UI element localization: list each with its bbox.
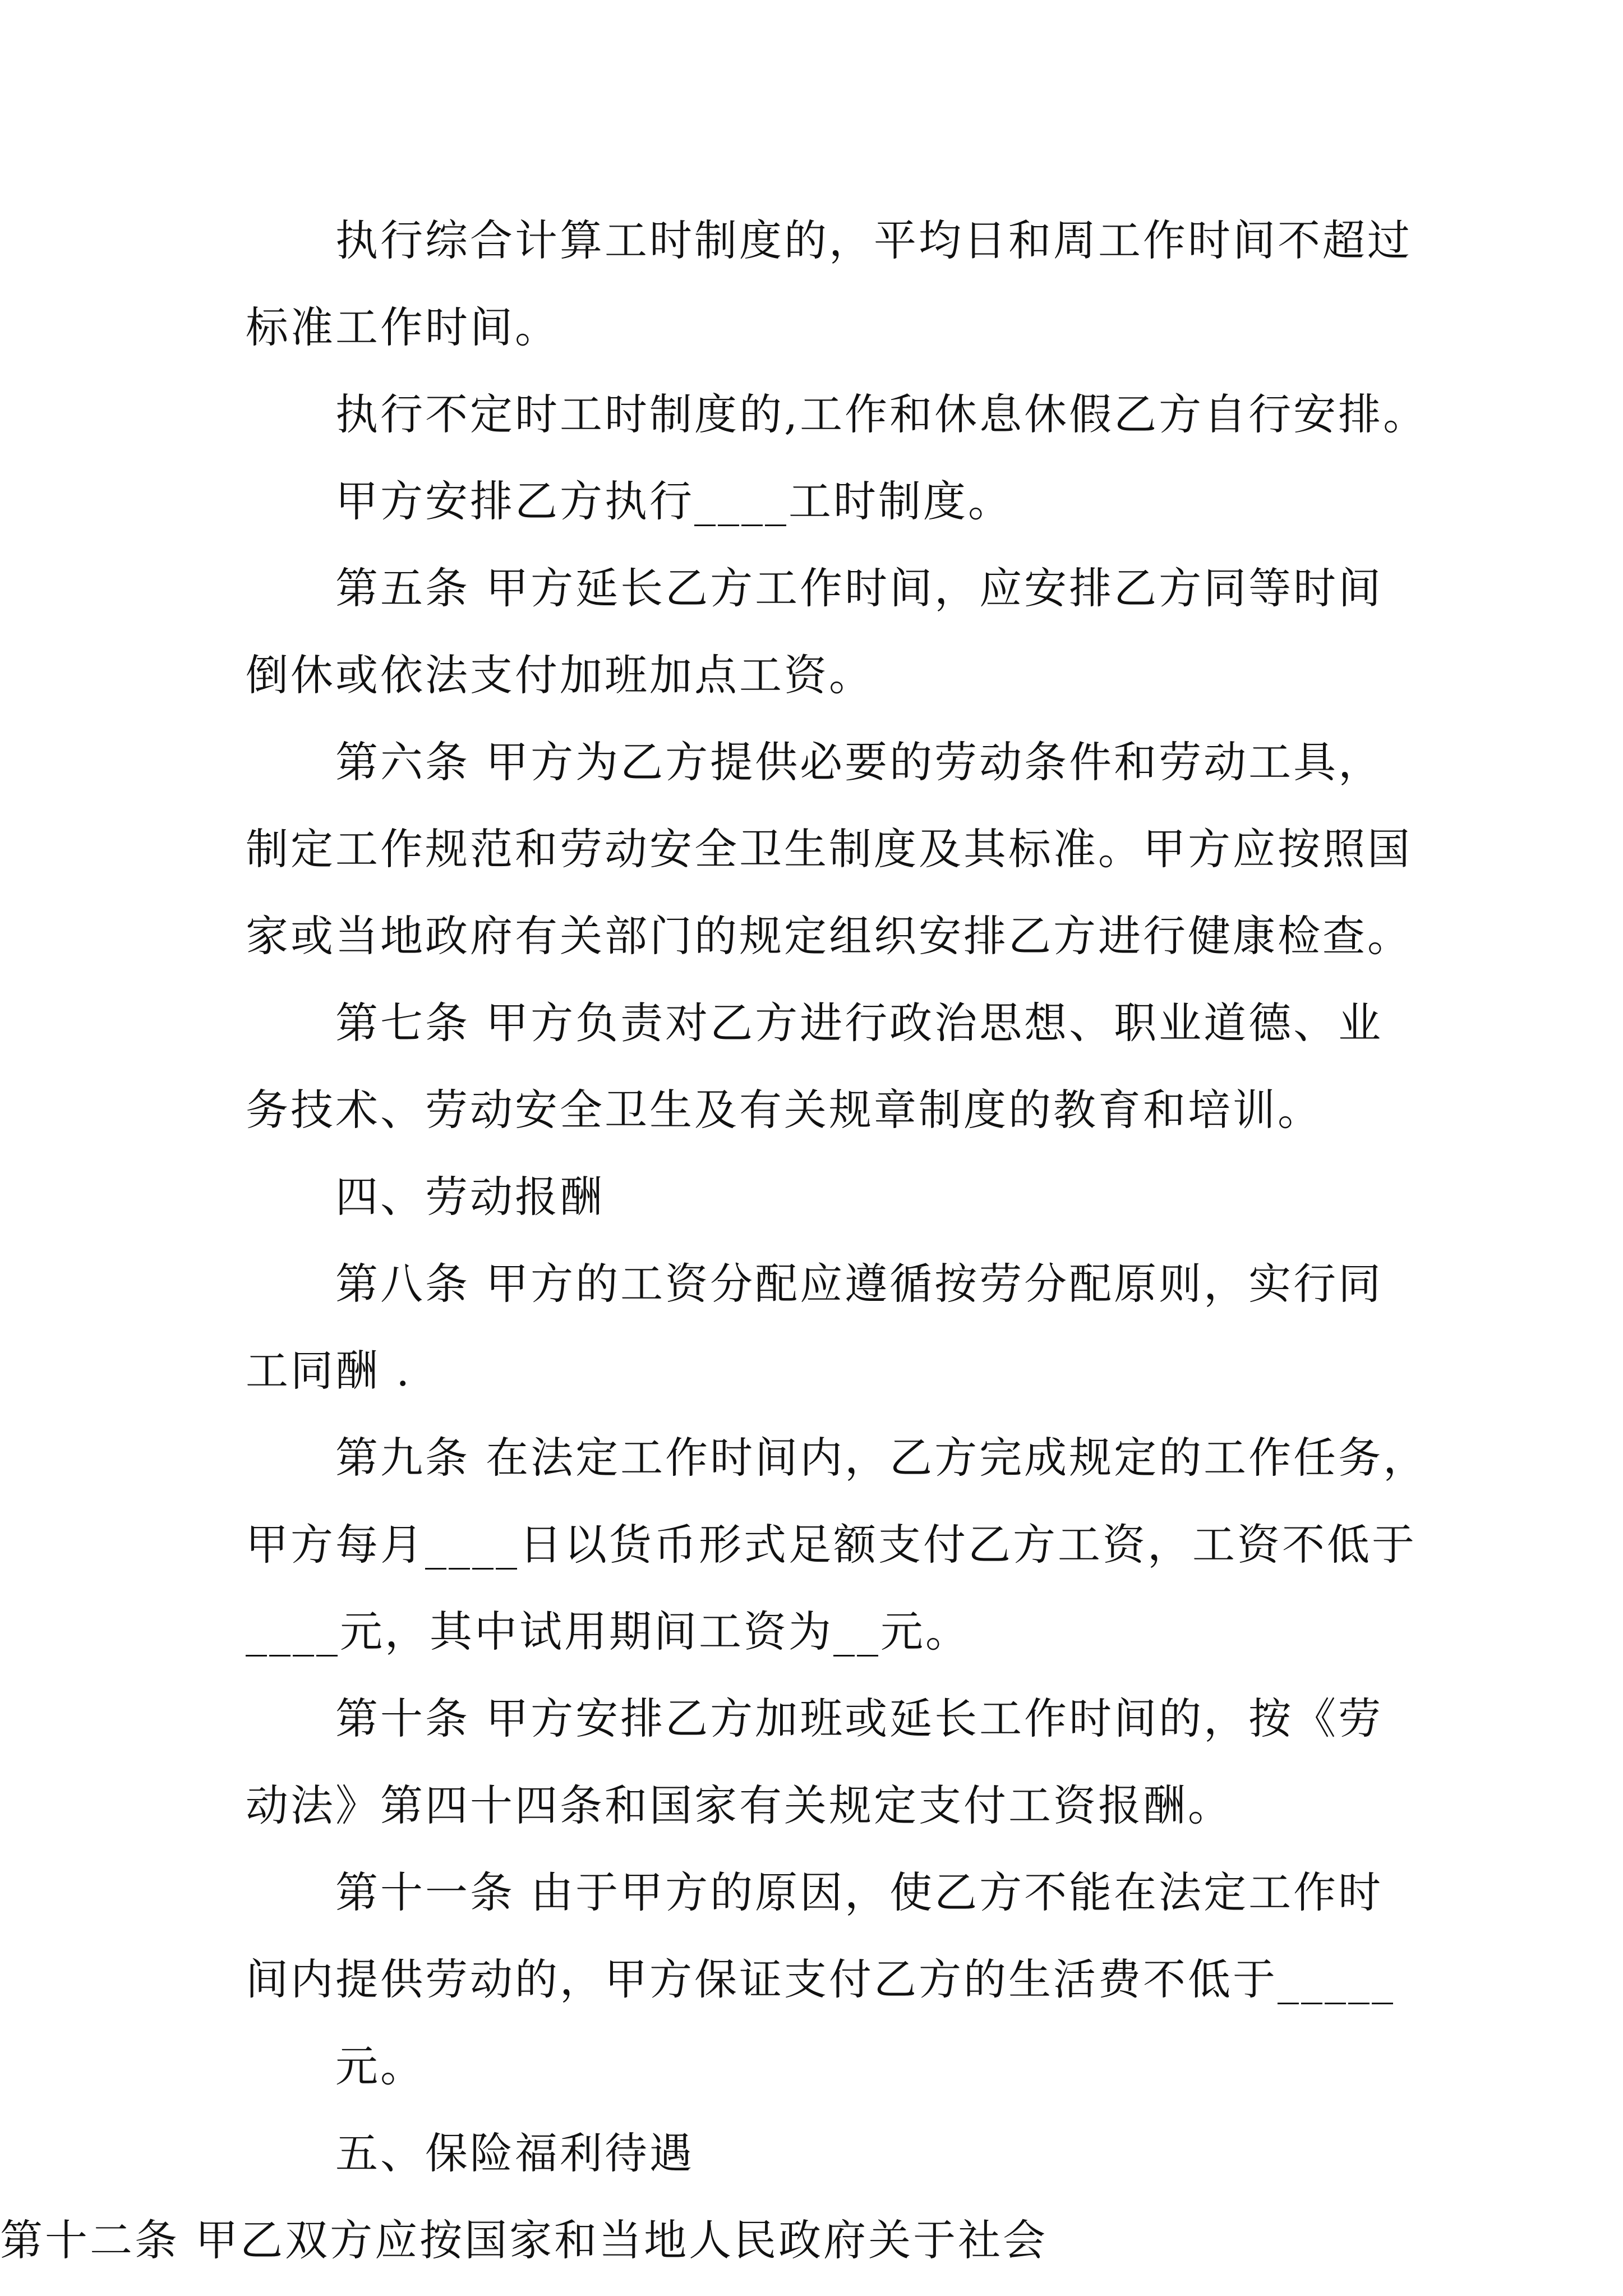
paragraph-line: 务技术、劳动安全卫生及有关规章制度的教育和培训。: [246, 1085, 1322, 1135]
paragraph-line: 元。: [335, 2041, 425, 2091]
article-5-line: 第五条 甲方延长乙方工作时间，应安排乙方同等时间: [335, 563, 1384, 613]
article-10-line: 第十条 甲方安排乙方加班或延长工作时间的，按《劳: [335, 1694, 1384, 1743]
paragraph-line: 制定工作规范和劳动安全卫生制度及其标准。甲方应按照国: [246, 824, 1412, 874]
section-heading-4: 四、劳动报酬: [335, 1172, 605, 1222]
paragraph-line: 甲方每月____日以货币形式足额支付乙方工资，工资不低于: [246, 1520, 1417, 1570]
article-9-line: 第九条 在法定工作时间内，乙方完成规定的工作任务，: [335, 1433, 1428, 1483]
paragraph-line: 标准工作时间。: [246, 302, 560, 352]
paragraph-line: 间内提供劳动的，甲方保证支付乙方的生活费不低于_____: [246, 1954, 1395, 2004]
article-6-line: 第六条 甲方为乙方提供必要的劳动条件和劳动工具，: [335, 737, 1384, 787]
paragraph-line: 倒休或依法支付加班加点工资。: [246, 650, 874, 700]
paragraph-line: 家或当地政府有关部门的规定组织安排乙方进行健康检查。: [246, 911, 1412, 961]
paragraph-line: 甲方安排乙方执行____工时制度。: [335, 476, 1013, 526]
paragraph-line: 动法》第四十四条和国家有关规定支付工资报酬。: [246, 1780, 1233, 1830]
paragraph-line: 执行综合计算工时制度的，平均日和周工作时间不超过: [335, 215, 1412, 265]
paragraph-line: 执行不定时工时制度的,工作和休息休假乙方自行安排。: [335, 389, 1428, 439]
article-12-line: 第十二条 甲乙双方应按国家和当地人民政府关于社会: [0, 2215, 1048, 2265]
paragraph-line: ____元，其中试用期间工资为__元。: [246, 1607, 970, 1657]
paragraph-line: 工同酬 .: [246, 1346, 412, 1396]
article-7-line: 第七条 甲方负责对乙方进行政治思想、职业道德、业: [335, 998, 1384, 1048]
article-8-line: 第八条 甲方的工资分配应遵循按劳分配原则，实行同: [335, 1259, 1384, 1309]
article-11-line: 第十一条 由于甲方的原因，使乙方不能在法定工作时: [335, 1867, 1384, 1917]
section-heading-5: 五、保险福利待遇: [335, 2128, 694, 2178]
